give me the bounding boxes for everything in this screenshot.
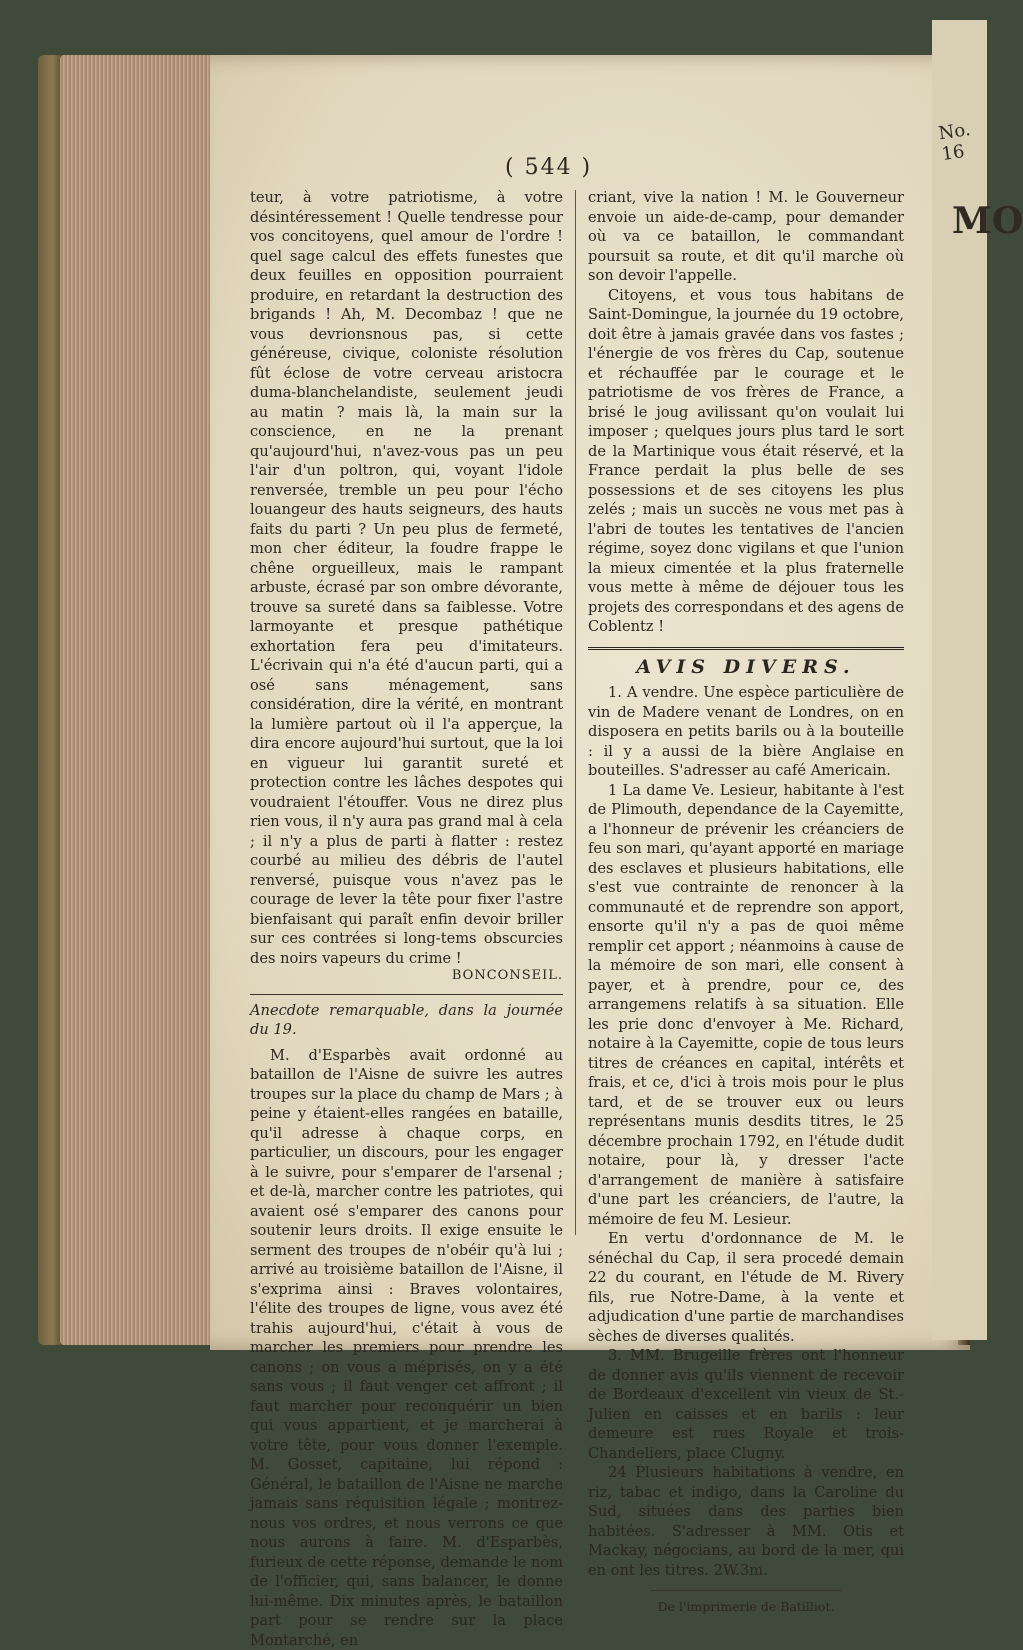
anecdote-title: Anecdote remarquable, dans la journée du 19. xyxy=(250,1001,563,1040)
right-paragraph-2: Citoyens, et vous tous habitans de Saint-Domingue, la journée du 19 octobre, doit être à jamais gravée dans vos fastes ; l'énergie de vos frères du Cap, soutenue et réchauffée par le courage et le patriotisme de vos frères de France, a brisé le joug avilissant qu'on voulait lui imposer ; quelques jours plus tard le sort de la Martinique vous était réservé, et la France perdait la plus belle de ses possessions et de ses citoyens les plus zelés ; mais un succès ne vous met pas à l'abri de toutes les tentatives de l'ancien régime, soyez donc vigilans et que l'union la mieux cimentée et la plus fraternelle vous mette à même de déjouer tous les projets des correspondans et des agens de Coblentz ! xyxy=(588,286,904,637)
imprint-rule xyxy=(651,1590,841,1591)
left-column xyxy=(250,188,563,1650)
avis-item-4: 3. MM. Brugeille frères ont l'honneur de donner avis qu'ils viennent de recevoir de Bordeaux d'excellent vin vieux de St.-Julien en caisses et en barils : leur demeure est rues Royale et trois-Chandeliers, place Clugny. xyxy=(588,1346,904,1463)
avis-item-2: 1 La dame Ve. Lesieur, habitante à l'est de Plimouth, dependance de la Cayemitte, a l'honneur de prévenir les créanciers de feu son mari, qu'ayant apporté en mariage des esclaves et plusieurs habitations, elle s'est vue contrainte de renoncer à la communauté et de reprendre son apport, ensorte qu'il n'y a pas de quoi même remplir cet apport ; néanmoins à cause de la mémoire de son mari, elle consent à payer, et à prendre, pour ce, des arrangemens relatifs à sa situation. Elle les prie donc d'envoyer à Me. Richard, notaire à la Cayemitte, copie de tous leurs titres de créances en capital, intérêts et frais, et ce, d'ici à trois mois pour le plus tard, et de se trouver eux ou leurs représentans munis desdits titres, le 25 décembre prochain 1792, en l'étude dudit notaire, pour là, y dresser l'acte d'arrangement de manière à satisfaire d'une part les créanciers, de l'autre, la mémoire de feu M. Lesieur. xyxy=(588,781,904,1230)
next-page-title: MO xyxy=(952,200,1023,242)
right-column xyxy=(588,188,904,1617)
book-spine-edge xyxy=(38,55,62,1345)
right-paragraph-1: criant, vive la nation ! M. le Gouverneur envoie un aide-de-camp, pour demander où va ce bataillon, le commandant poursuit sa route, et dit qu'il marche où son devoir l'appelle. xyxy=(588,188,904,286)
column-rule xyxy=(575,190,576,1235)
signature: BONCONSEIL. xyxy=(250,966,563,986)
avis-heading: AVIS DIVERS. xyxy=(588,658,904,678)
section-divider-thick xyxy=(588,647,904,650)
page-number: ( 544 ) xyxy=(505,155,592,180)
imprint: De l'imprimerie de Batilliot. xyxy=(588,1597,904,1617)
avis-item-5: 24 Plusieurs habitations à vendre, en riz, tabac et indigo, dans la Caroline du Sud, situées dans des parties bien habitées. S'adresser à MM. Otis et Mackay, négocians, au bord de la mer, qui en ont les titres. 2W.3m. xyxy=(588,1463,904,1580)
avis-item-1: 1. A vendre. Une espèce particulière de vin de Madere venant de Londres, on en disposera en petits barils ou à la bouteille : il y a aussi de la bière Anglaise en bouteilles. S'adresser au café Americain. xyxy=(588,683,904,781)
next-page-number: No. 16 xyxy=(937,117,989,165)
next-page-fragment xyxy=(932,20,987,1340)
section-divider xyxy=(250,994,563,995)
left-paragraph-2: M. d'Esparbès avait ordonné au bataillon de l'Aisne de suivre les autres troupes sur la place du champ de Mars ; à peine y étaient-elles rangées en bataille, qu'il adresse à chaque corps, en particulier, un discours, pour les engager à le suivre, pour s'emparer de l'arsenal ; et de-là, marcher contre les patriotes, qui avaient osé s'emparer des canons pour soutenir leurs droits. Il exige ensuite le serment des troupes de n'obéir qu'à lui ; arrivé au troisième bataillon de l'Aisne, il s'exprima ainsi : Braves volontaires, l'élite des troupes de ligne, vous avez été trahis aujourd'hui, c'était à vous de marcher les premiers pour prendre les canons ; on vous a méprisés, on y a été sans vous ; il faut venger cet affront ; il faut marcher pour reconquérir un bien qui vous appartient, et je marcherai à votre tête, pour vous donner l'exemple. M. Gosset, capitaine, lui répond : Général, le bataillon de l'Aisne ne marche jamais sans réquisition légale ; montrez-nous vos ordres, et nous verrons ce que nous aurons à faire. M. d'Esparbès, furieux de cette réponse, demande le nom de l'officier, qui, sans balancer, le donne lui-même. Dix minutes après, le bataillon part pour se rendre sur la place Montarché, en xyxy=(250,1046,563,1650)
avis-item-3: En vertu d'ordonnance de M. le sénéchal du Cap, il sera procedé demain 22 du courant, en l'étude de M. Rivery fils, rue Notre-Dame, à la vente et adjudication d'une partie de marchandises sèches de diverses qualités. xyxy=(588,1229,904,1346)
left-paragraph-1: teur, à votre patriotisme, à votre désintéressement ! Quelle tendresse pour vos concitoyens, quel amour de l'ordre ! quel sage calcul des effets funestes que deux feuilles en opposition pourraient produire, en retardant la destruction des brigands ! Ah, M. Decombaz ! que ne vous devrionsnous pas, si cette généreuse, civique, coloniste résolution fût éclose de votre cerveau aristocra duma-blanchelandiste, seulement jeudi au matin ? mais là, la main sur la conscience, en ne la prenant qu'aujourd'hui, n'avez-vous pas un peu l'air d'un poltron, qui, voyant l'idole renversée, tremble un peu pour l'écho louangeur des hauts seigneurs, des hauts faits du parti ? Un peu plus de fermeté, mon cher éditeur, la foudre frappe le chêne orgueilleux, mais le rampant arbuste, écrasé par son ombre dévorante, trouve sa sureté dans sa faiblesse. Votre larmoyante et presque pathétique exhortation fera peu d'imitateurs. L'écrivain qui n'a été d'aucun parti, qui a osé sans ménagement, sans considération, dire la vérité, en montrant la lumière partout où il l'a apperçue, la dira encore aujourd'hui surtout, que la loi en vigueur lui garantit sureté et protection contre les lâches despotes qui voudraient l'étouffer. Vous ne direz plus rien vous, il n'y aura pas grand mal à cela ; il n'y a plus de parti à flatter : restez courbé au milieu des débris de l'autel renversé, puisque vous n'avez pas le courage de lever la tête pour fixer l'astre bienfaisant qui paraît enfin devoir briller sur ces contrées si long-tems obscurcies des noirs vapeurs du crime ! xyxy=(250,188,563,968)
page-edges xyxy=(60,55,210,1345)
